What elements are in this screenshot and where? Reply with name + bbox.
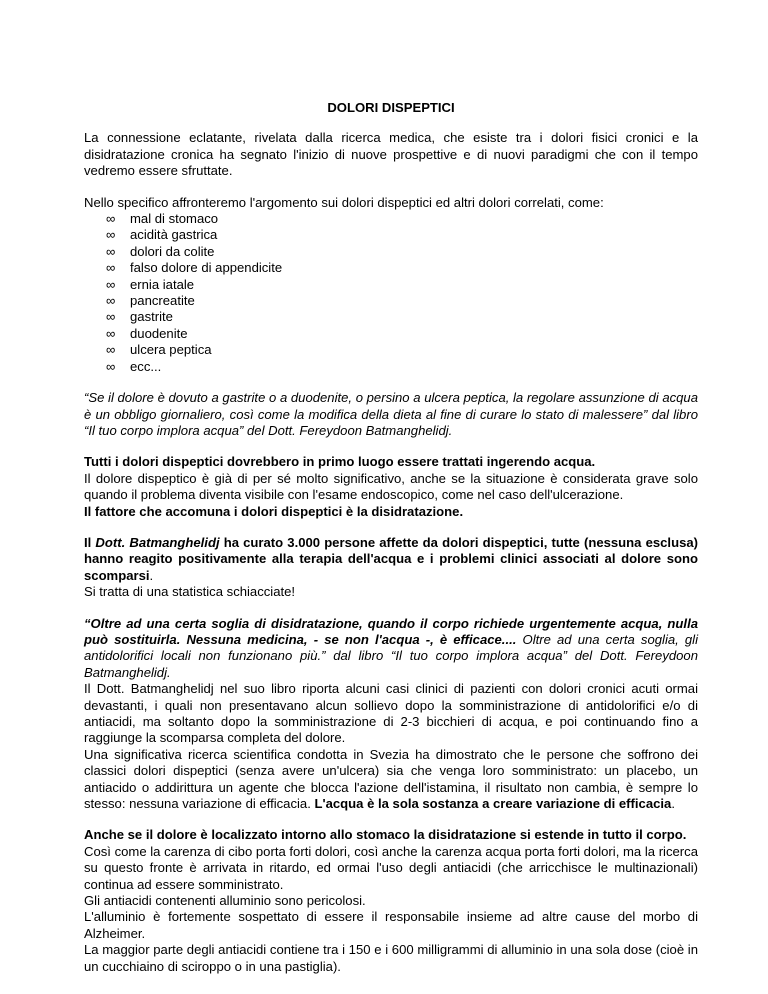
threshold-section (84, 616, 698, 813)
infinity-bullet-icon: ∞ (106, 260, 116, 276)
list-intro: Nello specifico affronteremo l'argomento sui dolori dispeptici ed altri dolori correlati, come: (84, 194, 604, 210)
infinity-bullet-icon: ∞ (106, 227, 116, 243)
clinical-cases-text: Il Dott. Batmanghelidj nel suo libro riporta alcuni casi clinici di pazienti con dolori cronici acuti ormai devastanti, i quali non presentavano alcun sollievo dopo la somministrazione di antidolorifici e/o di antiacidi, ma soltanto dopo la somministrazione di 2-3 bicchieri di acqua, e poi continuando fino a raggiunge la scomparsa completa del dolore. (84, 681, 698, 746)
antacids-text-1: Così come la carenza di cibo porta forti dolori, così anche la carenza acqua porta forti dolori, ma la ricerca su questo fronte è arrivata in ritardo, ed ormai l'uso degli antiacidi (che arricchisce le multinazionali) continua ad essere somministrato. (84, 843, 698, 892)
intro-paragraph: La connessione eclatante, rivelata dalla ricerca medica, che esiste tra i dolori fisici cronici e la disidratazione cronica ha segnato l'inizio di nuove prospettive e di nuovi paradigmi che con il tempo vedremo essere sfruttate. (84, 130, 698, 179)
statistics-note: Si tratta di una statistica schiacciate! (84, 584, 296, 600)
list-item: ∞ dolori da colite (106, 243, 215, 259)
page-title: DOLORI DISPEPTICI (327, 100, 455, 115)
disorder-list (84, 211, 698, 375)
infinity-bullet-icon: ∞ (106, 211, 116, 227)
threshold-quote: “Oltre ad una certa soglia di disidratazione, quando il corpo richiede urgentemente acqua, nulla può sostituirla. Nessuna medicina, - se non l'acqua -, è efficace.... Oltre ad una certa soglia, gli antidolorifici locali non funzionano più.” dal libro “Il tuo corpo implora acqua” del Dott. Fereydoon Batmanghelidj. (84, 615, 698, 680)
list-item: ∞ ernia iatale (106, 276, 195, 292)
list-item: ∞ acidità gastrica (106, 227, 218, 243)
list-item: ∞ ulcera peptica (106, 342, 212, 358)
treatment-text: Il dolore dispeptico è già di per sé molto significativo, anche se la situazione è considerata grave solo quando il problema diventa visibile con l'esame endoscopico, come nel caso dell'ulcerazione. (84, 470, 698, 503)
treatment-heading: Tutti i dolori dispeptici dovrebbero in primo luogo essere trattati ingerendo acqua. (84, 454, 596, 470)
list-item: ∞ falso dolore di appendicite (106, 260, 283, 276)
antacids-text-4: La maggior parte degli antiacidi contiene tra i 150 e i 600 milligrammi di alluminio in una sola dose (cioè in un cucchiaino di sciroppo o in una pastiglia). (84, 942, 698, 974)
antacids-heading: Anche se il dolore è localizzato intorno allo stomaco la disidratazione si estende in tutto il corpo. (84, 827, 687, 843)
sweden-research-text: Una significativa ricerca scientifica condotta in Svezia ha dimostrato che le persone che soffrono dei classici dolori dispeptici (senza avere un'ulcera) sia che venga loro somministrato: un placebo, un antiacido o addirittura un agente che blocca l'azione dell'istamina, il risultato non cambia, è sempre lo stesso: nessuna variazione di efficacia. L'acqua è la sola sostanza a creare variazione di efficacia. (84, 746, 698, 812)
list-item: ∞ mal di stomaco (106, 211, 219, 227)
infinity-bullet-icon: ∞ (106, 293, 116, 309)
infinity-bullet-icon: ∞ (106, 309, 116, 325)
statistics-paragraph: Il Dott. Batmanghelidj ha curato 3.000 persone affette da dolori dispeptici, tutte (nessuna esclusa) hanno reagito positivamente alla terapia dell'acqua e i problemi clinici associati al dolore sono scomparsi. (84, 534, 698, 583)
antacids-text-2: Gli antiacidi contenenti alluminio sono pericolosi. (84, 893, 366, 909)
list-item: ∞ duodenite (106, 325, 188, 341)
treatment-section (84, 454, 698, 520)
infinity-bullet-icon: ∞ (106, 358, 116, 374)
quote-paragraph: “Se il dolore è dovuto a gastrite o a duodenite, o persino a ulcera peptica, la regolare assunzione di acqua è un obbligo giornaliero, così come la modifica della dieta al fine di curare lo stato di malessere” dal libro “Il tuo corpo implora acqua” del Dott. Fereydoon Batmanghelidj. (84, 390, 698, 438)
antacids-section (84, 827, 698, 975)
antacids-text-3: L'alluminio è fortemente sospettato di essere il responsabile insieme ad altre cause del morbo di Alzheimer. (84, 909, 698, 941)
statistics-section (84, 535, 698, 601)
list-item: ∞ pancreatite (106, 293, 195, 309)
infinity-bullet-icon: ∞ (106, 243, 116, 259)
infinity-bullet-icon: ∞ (106, 276, 116, 292)
common-factor-text: Il fattore che accomuna i dolori dispeptici è la disidratazione. (84, 503, 464, 519)
infinity-bullet-icon: ∞ (106, 342, 116, 358)
list-item: ∞ gastrite (106, 309, 173, 325)
infinity-bullet-icon: ∞ (106, 325, 116, 341)
list-item: ∞ ecc... (106, 358, 162, 374)
